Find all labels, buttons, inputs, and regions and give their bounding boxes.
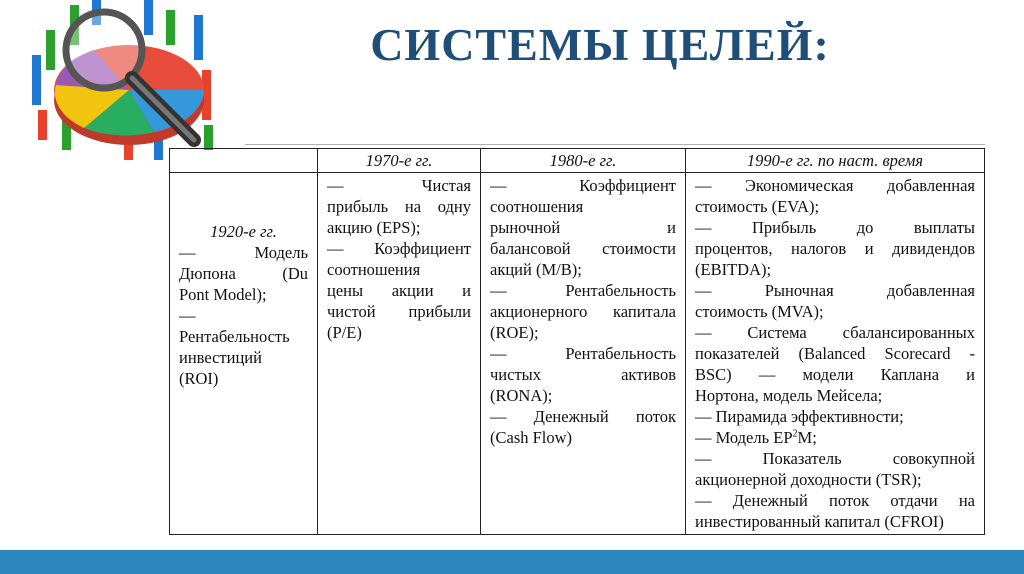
cell-1920s (170, 173, 318, 535)
text-line: — Показатель совокупной (695, 449, 975, 468)
era-1920s: 1920-е гг. (210, 222, 277, 241)
text-line: — Экономическая добавленная (695, 176, 975, 195)
text-line: прибыль на одну (327, 197, 471, 216)
text-line: балансовой стоимости (490, 239, 676, 258)
text-line: (RONA); (490, 386, 553, 405)
text-line: — Рентабельность (490, 281, 676, 300)
cell-1970s (318, 173, 481, 535)
text-line: цены акции и (327, 281, 471, 300)
goals-table (169, 148, 985, 535)
text-line: стоимость (MVA); (695, 302, 824, 321)
text-line: — Денежный поток (490, 407, 676, 426)
text-line: — Денежный поток отдачи на (695, 491, 975, 510)
text-line: BSC) — модели Каплана и (695, 365, 975, 384)
text-line: акций (М/В); (490, 260, 582, 279)
table-header-row (170, 149, 985, 173)
text-line: акцию (EPS); (327, 218, 421, 237)
page-title: СИСТЕМЫ ЦЕЛЕЙ: (370, 19, 830, 70)
text-line: показателей (Balanced Scorecard - (695, 344, 975, 363)
text-line: — Пирамида эффективности; (695, 407, 904, 426)
text-line: процентов, налогов и дивидендов (695, 239, 975, 258)
text-line: — Коэффициент (490, 176, 676, 195)
text-line: — Прибыль до выплаты (695, 218, 975, 237)
header-1970s: 1970-е гг. (318, 149, 481, 173)
text-line: (ROE); (490, 323, 539, 342)
text-line: акционерного капитала (490, 302, 676, 321)
bottom-bar (0, 550, 1024, 574)
text-line: — Система сбалансированных (695, 323, 975, 342)
header-empty (170, 149, 318, 173)
text-line: — Рыночная добавленная (695, 281, 975, 300)
text-line: — Коэффициент (327, 239, 471, 258)
text-line: чистых активов (490, 365, 676, 384)
chart-magnifier-icon (24, 0, 234, 165)
table-row (170, 173, 985, 535)
text-line: соотношения (327, 260, 421, 279)
text-line: (EBITDA); (695, 260, 772, 279)
text-line: (Cash Flow) (490, 428, 573, 447)
text-line: — Рентабельность (490, 344, 676, 363)
text-line: инвестиций (179, 348, 262, 367)
header-1990s: 1990-е гг. по наст. время (686, 149, 985, 173)
text-line-ep2m (695, 427, 975, 448)
cell-1980s (481, 173, 686, 535)
text-line: Рентабельность (179, 327, 290, 346)
ep-superscript: 2 (792, 428, 798, 440)
ep-prefix: — Модель EP (695, 428, 793, 447)
text-line: чистой прибыли (327, 302, 471, 321)
header-1980s: 1980-е гг. (481, 149, 686, 173)
text-line: акционерной доходности (TSR); (695, 470, 922, 489)
text-line: — Модель (179, 243, 308, 262)
text-line: — Чистая (327, 176, 471, 195)
ep-suffix: M; (797, 428, 817, 447)
text-line: инвестированный капитал (CFROI) (695, 512, 944, 531)
text-line: (ROI) (179, 369, 219, 388)
divider (245, 144, 985, 145)
text-line: Дюпона (Du (179, 264, 308, 283)
text-line: — (179, 306, 196, 325)
text-line: Нортона, модель Мейсела; (695, 386, 883, 405)
text-line: (P/E) (327, 323, 362, 342)
text-line: соотношения (490, 197, 584, 216)
text-line: Pont Model); (179, 285, 267, 304)
text-line: рыночной и (490, 218, 676, 237)
text-line: стоимость (EVA); (695, 197, 820, 216)
cell-1990s (686, 173, 985, 535)
